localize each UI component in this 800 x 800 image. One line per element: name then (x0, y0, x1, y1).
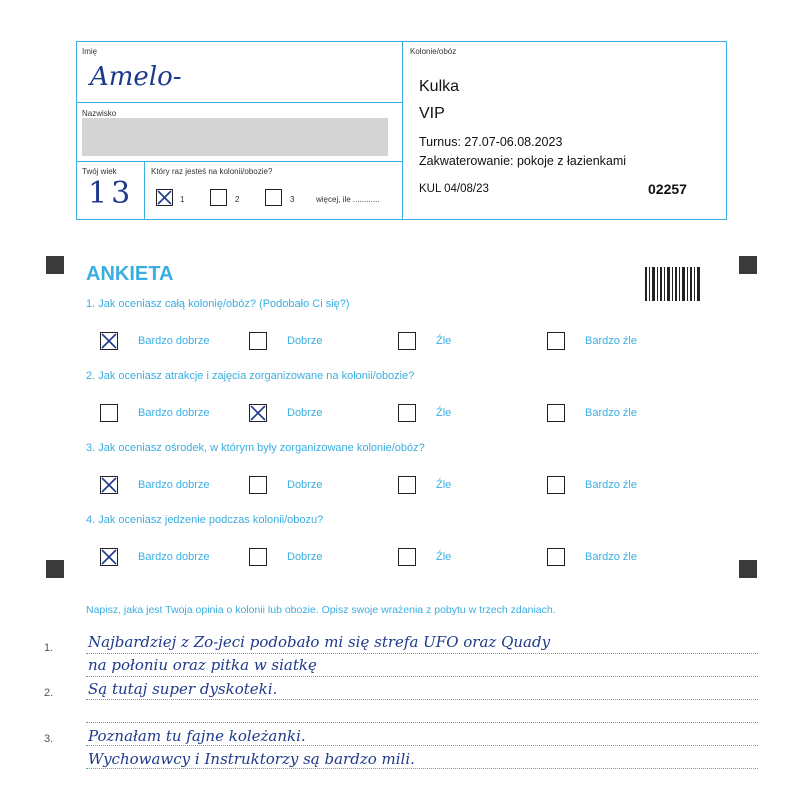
writing-line (86, 745, 758, 746)
rating-option-label: Bardzo źle (585, 479, 637, 491)
rating-checkbox[interactable] (398, 404, 416, 422)
rating-option-label: Bardzo dobrze (138, 335, 210, 347)
header-divider (402, 41, 403, 220)
question-text: 3. Jak oceniasz ośrodek, w którym były zorganizowane kolonie/obóz? (86, 442, 425, 454)
question-text: 4. Jak oceniasz jedzenie podczas kolonii/obozu? (86, 514, 324, 526)
question-text: 1. Jak oceniasz całą kolonię/obóz? (Podobało Ci się?) (86, 298, 350, 310)
rating-checkbox[interactable] (398, 332, 416, 350)
accommodation: Zakwaterowanie: pokoje z łazienkami (419, 154, 627, 168)
rating-option-label: Źle (436, 551, 452, 563)
camp-code: KUL 04/08/23 (419, 183, 489, 195)
rating-checkbox[interactable] (547, 548, 565, 566)
camp-name: Kulka (419, 78, 460, 95)
rating-option-label: Bardzo źle (585, 335, 637, 347)
rating-option-label: Dobrze (287, 407, 323, 419)
x-check-icon (100, 332, 118, 350)
writing-line (86, 653, 758, 654)
writing-line (86, 676, 758, 677)
times-label: Który raz jesteś na kolonii/obozie? (151, 167, 273, 176)
times-option-label: 2 (235, 195, 240, 204)
rating-checkbox[interactable] (249, 548, 267, 566)
age-value: 13 (88, 176, 135, 211)
line-number: 2. (44, 687, 54, 699)
writing-line (86, 768, 758, 769)
opinion-line: Są tutaj super dyskoteki. (88, 680, 278, 698)
rating-checkbox[interactable] (547, 332, 565, 350)
camp-type: VIP (419, 105, 445, 122)
rating-checkbox[interactable] (547, 476, 565, 494)
rating-option-label: Bardzo źle (585, 551, 637, 563)
rating-option-label: Bardzo źle (585, 407, 637, 419)
rating-checkbox[interactable] (100, 476, 118, 494)
rating-option-label: Bardzo dobrze (138, 479, 210, 491)
rating-checkbox[interactable] (398, 476, 416, 494)
times-checkbox-3[interactable] (265, 189, 282, 206)
times-checkbox-1[interactable] (156, 189, 173, 206)
question-text: 2. Jak oceniasz atrakcje i zajęcia zorganizowane na kolonii/obozie? (86, 370, 415, 382)
x-check-icon (100, 476, 118, 494)
name-value: Amelo- (90, 62, 182, 92)
registration-marker (46, 256, 64, 274)
header-cell-line (144, 161, 145, 220)
times-option-label: 1 (180, 195, 185, 204)
header-row-line (76, 161, 402, 162)
x-check-icon (249, 404, 267, 422)
opinion-prompt: Napisz, jaka jest Twoja opinia o kolonii lub obozie. Opisz swoje wrażenia z pobytu w trzech zdaniach. (86, 604, 556, 616)
name-label: Imię (82, 47, 98, 56)
opinion-line: Wychowawcy i Instruktorzy są bardzo mili. (88, 750, 415, 768)
rating-option-label: Dobrze (287, 335, 323, 347)
rating-option-label: Bardzo dobrze (138, 407, 210, 419)
times-option-label: 3 (290, 195, 295, 204)
barcode-icon (645, 267, 700, 301)
opinion-line: Najbardziej z Zo-jeci podobało mi się strefa UFO oraz Quady (88, 633, 551, 651)
rating-option-label: Źle (436, 335, 452, 347)
line-number: 1. (44, 642, 54, 654)
rating-checkbox[interactable] (249, 476, 267, 494)
camp-label: Kolonie/obóz (410, 47, 457, 56)
age-label: Twój wiek (82, 167, 117, 176)
writing-line (86, 699, 758, 700)
rating-checkbox[interactable] (398, 548, 416, 566)
rating-option-label: Bardzo dobrze (138, 551, 210, 563)
line-number: 3. (44, 733, 54, 745)
rating-checkbox[interactable] (100, 332, 118, 350)
x-check-icon (100, 548, 118, 566)
form-number: 02257 (648, 181, 687, 197)
registration-marker (739, 560, 757, 578)
header-row-line (76, 102, 402, 103)
rating-checkbox[interactable] (100, 548, 118, 566)
rating-checkbox[interactable] (249, 404, 267, 422)
x-check-icon (156, 189, 173, 206)
rating-option-label: Dobrze (287, 479, 323, 491)
turnus: Turnus: 27.07-06.08.2023 (419, 135, 563, 149)
registration-marker (46, 560, 64, 578)
registration-marker (739, 256, 757, 274)
rating-option-label: Źle (436, 479, 452, 491)
times-checkbox-2[interactable] (210, 189, 227, 206)
times-more-label: więcej, ile ............ (316, 195, 380, 204)
opinion-line: na połoniu oraz pitka w siatkę (88, 656, 317, 674)
surname-label: Nazwisko (82, 109, 117, 118)
survey-title: ANKIETA (86, 263, 174, 285)
writing-line (86, 722, 758, 723)
rating-checkbox[interactable] (100, 404, 118, 422)
rating-checkbox[interactable] (547, 404, 565, 422)
rating-checkbox[interactable] (249, 332, 267, 350)
opinion-line: Poznałam tu fajne koleżanki. (88, 727, 306, 745)
rating-option-label: Dobrze (287, 551, 323, 563)
surname-redacted (82, 118, 388, 156)
rating-option-label: Źle (436, 407, 452, 419)
